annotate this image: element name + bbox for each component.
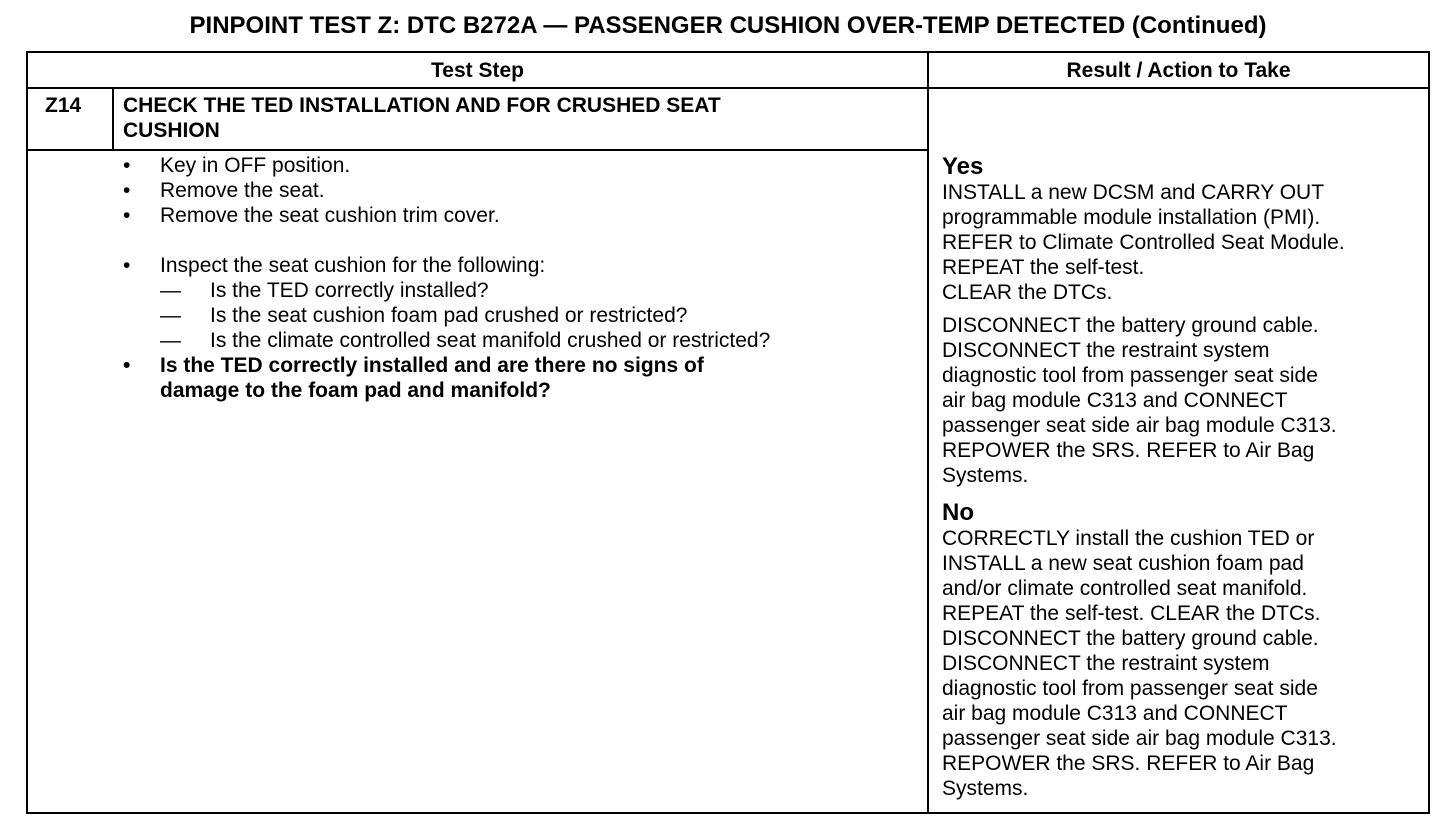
result-yes-label: Yes (942, 153, 984, 180)
result-yes: Yes INSTALL a new DCSM and CARRY OUT programmable module installation (PMI). REFER to Climate Controlled Seat Module. REPEAT the self-test. CLEAR the DTCs. DISCONNECT the battery ground cable. DISCONNECT the restraint system diagnostic tool from passenger seat side air bag module C313 and CONNECT passenger seat side air bag module C313. REPOWER the SRS. REFER to Air Bag Systems. (942, 153, 1432, 488)
header-test-step: Test Step (431, 59, 524, 82)
step-id: Z14 (45, 94, 82, 117)
dash-glyph: — (160, 304, 181, 327)
dash-glyph: — (160, 279, 181, 302)
step-heading-line-2: CUSHION (123, 119, 220, 142)
bullet-glyph: • (123, 254, 131, 277)
bullet-glyph: • (123, 204, 131, 227)
bullet-glyph: • (123, 354, 131, 377)
pinpoint-test-table: Test Step Result / Action to Take Z14 CHECK THE TED INSTALLATION AND FOR CRUSHED SEAT CUSHION • Key in OFF position. • Remove the seat. • Remove the seat cushion trim cover. • Inspect the seat cushion for the following: — Is the TED correctly installed? — Is the seat cushion foam pad crushed or restricted? — Is the climate controlled seat manifold crushed or restricted? • Is the TED correctly installed and are there no signs of damage to the foam pad and manifold? Yes INSTALL a new DCSM and CARRY OUT programmable module installation (PMI). REFER to Climate Controlled Seat Module. REPEAT the self-test. CLEAR the DTCs. DISCONNECT the battery ground cable. DISCONNECT the restraint system diagnostic tool from passenger seat side air bag module C313 and CONNECT passenger seat side air bag module C313. REPOWER the SRS. REFER to Air Bag Systems. No CORRECTLY install the cushion TED or INSTALL a new seat cushion foam pad and/or climate controlled seat manifold. REPEAT the self-test. CLEAR the DTCs. DISCONNECT the battery ground cable. DISCONNECT the restraint system diagnostic tool from passenger seat side air bag module C313 and CONNECT passenger seat side air bag module C313. REPOWER the SRS. REFER to Air Bag Systems. (26, 51, 1430, 814)
bullet-glyph: • (123, 154, 131, 177)
page-title: PINPOINT TEST Z: DTC B272A — PASSENGER CUSHION OVER-TEMP DETECTED (Continued) (189, 12, 1267, 39)
header-result: Result / Action to Take (1066, 59, 1291, 82)
step-heading (123, 93, 721, 143)
result-no-label: No (942, 499, 974, 526)
dash-glyph: — (160, 329, 181, 352)
step-heading-line-1: CHECK THE TED INSTALLATION AND FOR CRUSHED SEAT (123, 94, 721, 117)
step-heading-divider (28, 149, 928, 151)
result-no: No CORRECTLY install the cushion TED or INSTALL a new seat cushion foam pad and/or climate controlled seat manifold. REPEAT the self-test. CLEAR the DTCs. DISCONNECT the battery ground cable. DISCONNECT the restraint system diagnostic tool from passenger seat side air bag module C313 and CONNECT passenger seat side air bag module C313. REPOWER the SRS. REFER to Air Bag Systems. (942, 499, 1432, 801)
step-id-divider (112, 89, 114, 151)
column-divider (927, 53, 929, 812)
bullet-glyph: • (123, 179, 131, 202)
paragraph-gap (942, 305, 1432, 313)
